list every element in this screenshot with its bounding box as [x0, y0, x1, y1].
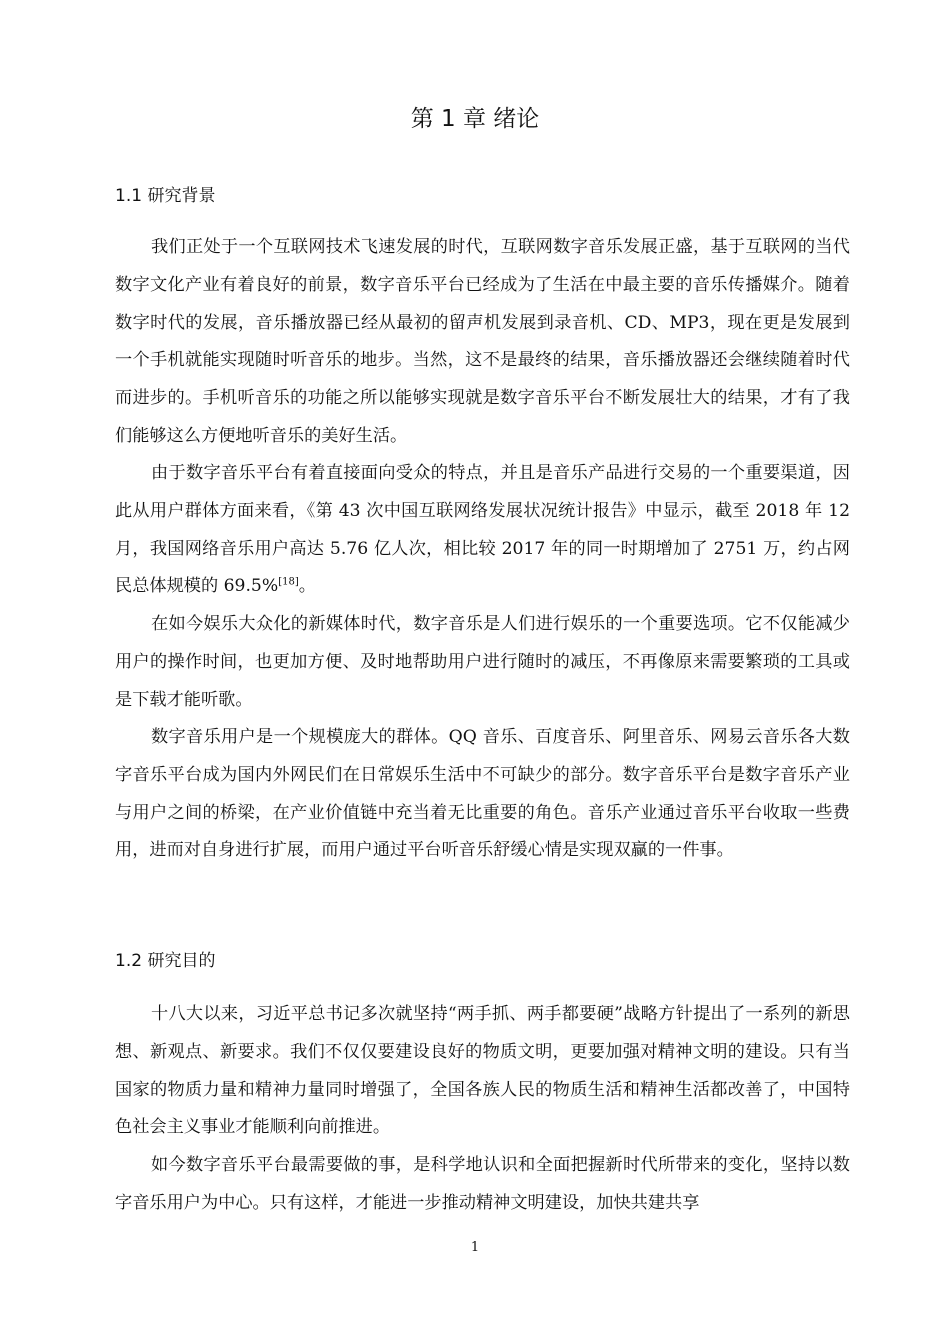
paragraph: 我们正处于一个互联网技术飞速发展的时代，互联网数字音乐发展正盛，基于互联网的当代数字文化产业有着良好的前景，数字音乐平台已经成为了生活在中最主要的音乐传播媒介。随着数字时代的发展，音乐播放器已经从最初的留声机发展到录音机、CD、MP3，现在更是发展到一个手机就能实现随时听音乐的地步。当然，这不是最终的结果，音乐播放器还会继续随着时代而进步的。手机听音乐的功能之所以能够实现就是数字音乐平台不断发展壮大的结果，才有了我们能够这么方便地听音乐的美好生活。 — [115, 237, 850, 446]
paragraph — [115, 455, 850, 606]
paragraph: 在如今娱乐大众化的新媒体时代，数字音乐是人们进行娱乐的一个重要选项。它不仅能减少用户的操作时间，也更加方便、及时地帮助用户进行随时的减压，不再像原来需要繁琐的工具或是下载才能听歌。 — [115, 614, 850, 710]
section-heading-1-2: 1.2 研究目的 — [115, 951, 216, 971]
citation-reference: [18] — [278, 576, 299, 588]
page-number: 1 — [470, 1240, 480, 1255]
paragraph: 数字音乐用户是一个规模庞大的群体。QQ 音乐、百度音乐、阿里音乐、网易云音乐各大数字音乐平台成为国内外网民们在日常娱乐生活中不可缺少的部分。数字音乐平台是数字音乐产业与用户之间的桥梁，在产业价值链中充当着无比重要的角色。音乐产业通过音乐平台收取一些费用，进而对自身进行扩展，而用户通过平台听音乐舒缓心情是实现双赢的一件事。 — [115, 727, 850, 861]
chapter-title: 第 1 章 绪论 — [410, 106, 540, 132]
paragraph: 十八大以来，习近平总书记多次就坚持“两手抓、两手都要硬”战略方针提出了一系列的新思想、新观点、新要求。我们不仅仅要建设良好的物质文明，更要加强对精神文明的建设。只有当国家的物质力量和精神力量同时增强了，全国各族人民的物质生活和精神生活都改善了，中国特色社会主义事业才能顺利向前推进。 — [115, 1004, 850, 1138]
paragraph-end-punctuation: 。 — [298, 576, 316, 597]
paragraph: 如今数字音乐平台最需要做的事，是科学地认识和全面把握新时代所带来的变化，坚持以数字音乐用户为中心。只有这样，才能进一步推动精神文明建设，加快共建共享 — [115, 1155, 850, 1213]
paragraph-text: 由于数字音乐平台有着直接面向受众的特点，并且是音乐产品进行交易的一个重要渠道，因此从用户群体方面来看，《第 43 次中国互联网络发展状况统计报告》中显示，截至 2018 年 12 月，我国网络音乐用户高达 5.76 亿人次，相比较 2017 年的同一时期增加了 2751 万，约占网民总体规模的 69.5% — [115, 463, 850, 597]
section-heading-1-1: 1.1 研究背景 — [115, 186, 216, 206]
